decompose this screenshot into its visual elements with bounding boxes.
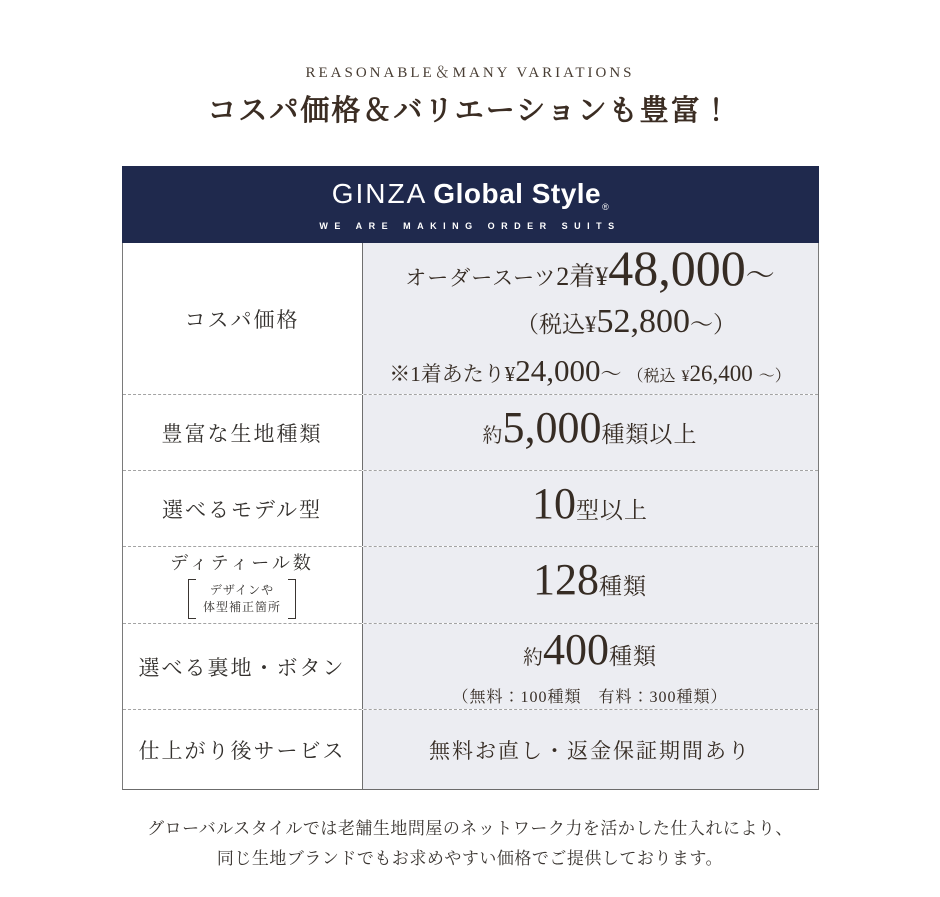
row-label-detail (123, 547, 363, 623)
fabric-suffix: 種類以上 (601, 421, 698, 447)
service-text: 無料お直し・返金保証期間あり (429, 738, 751, 763)
page-title: コスパ価格＆バリエーションも豊富！ (207, 95, 733, 127)
info-panel (122, 166, 819, 790)
tax-amount: 52,800 (596, 303, 690, 340)
row-label-model (123, 471, 363, 546)
row-value-fabric (363, 395, 818, 470)
row-label-lining (123, 624, 363, 709)
lining-note: （無料：100種類 有料：300種類） (452, 688, 728, 706)
per-suit-prefix: ※1着あたり (389, 362, 505, 386)
footer-line2: 同じ生地ブランドでもお求めやすい価格でご提供しております。 (216, 849, 724, 868)
detail-suffix: 種類 (599, 574, 647, 599)
registered-trademark-icon: ® (602, 201, 610, 212)
footer-line1: グローバルスタイルでは老舗生地問屋のネットワーク力を活かした仕入れにより、 (147, 819, 793, 838)
fabric-count: 5,000 (502, 402, 602, 452)
footer-text (0, 814, 940, 874)
yen-sign: ¥ (681, 368, 690, 385)
row-label-text: 豊富な生地種類 (161, 421, 323, 446)
price-main-line (405, 241, 775, 308)
table-row-lining (123, 623, 818, 709)
table-row-detail (123, 546, 818, 623)
brand-tagline: WE ARE MAKING ORDER SUITS (319, 220, 621, 231)
spec-table (122, 240, 819, 790)
per-suit-tax-close: ～） (758, 368, 791, 385)
row-label-text: ディティール数 (170, 553, 314, 573)
model-suffix: 型以上 (576, 497, 648, 523)
approx-prefix: 約 (523, 646, 543, 669)
price-per-suit-line (389, 352, 791, 396)
brand-name-ginza: GINZA (331, 177, 428, 209)
eyebrow-text: REASONABLE＆MANY VARIATIONS (305, 65, 635, 81)
table-row-model (123, 470, 818, 546)
brand-name-global-style: Global Style (433, 177, 602, 209)
row-label-text: 選べるモデル型 (162, 497, 322, 522)
per-suit-tax-amount: 26,400 (689, 361, 753, 386)
lining-count-line (523, 625, 657, 685)
row-label-text: 選べる裏地・ボタン (138, 655, 346, 680)
per-suit-tax-open: （税込 (627, 368, 676, 385)
brand-header-bar (122, 166, 819, 243)
detail-count: 128 (533, 555, 599, 604)
detail-count-line (533, 555, 647, 615)
yen-sign: ¥ (595, 262, 609, 291)
detail-bracket-line1: デザインや (209, 583, 275, 597)
row-value-detail (363, 547, 818, 623)
model-count-line (532, 479, 648, 539)
row-label-service (123, 710, 363, 789)
brand-logo (332, 179, 609, 215)
price-prefix: オーダースーツ (405, 266, 557, 290)
per-suit-amount: 24,000 (515, 353, 601, 388)
row-label-price (123, 243, 363, 394)
price-count: 2着 (556, 262, 596, 291)
row-label-text: コスパ価格 (184, 307, 300, 332)
yen-sign: ¥ (504, 362, 516, 386)
tax-open: （税込 (516, 312, 585, 337)
yen-sign: ¥ (585, 312, 597, 337)
fabric-count-line (483, 403, 698, 463)
price-tax-line (516, 304, 736, 346)
row-label-fabric (123, 395, 363, 470)
lining-suffix: 種類 (609, 643, 657, 669)
row-value-price (363, 240, 818, 394)
tax-close: ～） (690, 312, 736, 337)
table-row-fabric (123, 394, 818, 470)
price-amount: 48,000 (608, 240, 746, 296)
approx-prefix: 約 (482, 424, 503, 447)
row-label-text: 仕上がり後サービス (138, 738, 346, 763)
tilde: ～ (600, 362, 622, 386)
tilde: ～ (745, 260, 775, 292)
row-value-lining (363, 624, 818, 709)
table-row-price (123, 240, 818, 394)
table-row-service (123, 709, 818, 789)
detail-bracket (188, 579, 296, 619)
row-value-service (363, 710, 818, 789)
row-value-model (363, 471, 818, 546)
detail-bracket-line2: 体型補正箇所 (202, 600, 281, 614)
lining-count: 400 (543, 624, 609, 674)
model-count: 10 (532, 478, 576, 528)
